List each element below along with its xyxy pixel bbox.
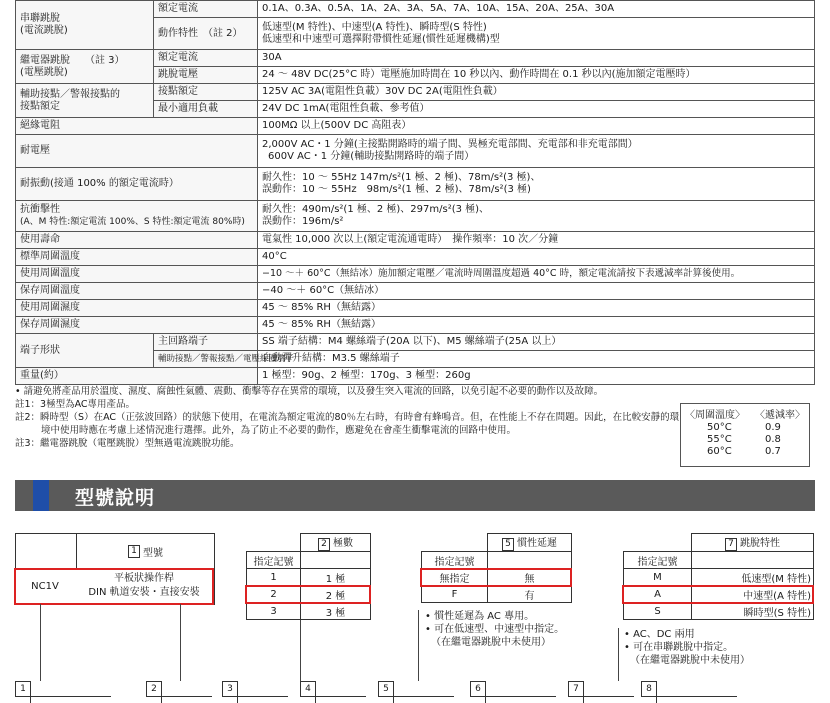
trip-code: A: [624, 586, 692, 603]
spec-value: [258, 201, 815, 232]
section-title: 型號說明: [75, 487, 156, 509]
spec-label: 保存周圍溫度: [16, 283, 258, 300]
poles-code: 3: [247, 603, 301, 620]
spec-sublabel: 最小適用負載: [154, 101, 258, 118]
spec-label: 耐振動(接通 100% 的額定電流時）: [16, 168, 258, 201]
spec-value: 30A: [258, 50, 815, 67]
section-banner: [15, 480, 815, 511]
delay-value: 有: [488, 586, 572, 603]
delay-note: • 可在低速型、中速型中指定。: [425, 624, 565, 635]
bottom-bracket: [315, 696, 366, 703]
spec-label: 繼電器跳脫 （註 3） (電壓跳脫): [16, 50, 154, 84]
spec-line: 誤動作：196m/s²: [262, 216, 344, 227]
spec-value: [258, 135, 815, 168]
bottom-bracket: [393, 696, 454, 703]
spec-value: [258, 168, 815, 201]
spec-value: 自動彈升結構：M3.5 螺絲端子: [258, 351, 815, 368]
trip-value: 低速型(M 特性): [692, 569, 814, 586]
poles-code: 2: [247, 586, 301, 603]
spec-label: 保存周圍濕度: [16, 317, 258, 334]
spec-label: 使用壽命: [16, 232, 258, 249]
poles-value: 2 極: [301, 586, 371, 603]
delay-label: 慣性延遲: [517, 538, 557, 549]
note-3: 註3：繼電器跳脫（電壓跳脫）型無過電流跳脫功能。: [15, 438, 240, 449]
spec-label: 輔助接點／警報接點的 接點額定: [16, 84, 154, 118]
poles-value: 3 極: [301, 603, 371, 620]
trip-code: S: [624, 603, 692, 620]
spec-sublabel: 動作特性 （註 2）: [154, 18, 258, 50]
model-code: NC1V: [31, 580, 59, 592]
trip-note: （在繼電器跳脫中未使用）: [630, 655, 750, 666]
connector-line: [418, 610, 419, 681]
spec-line: 2,000V AC・1 分鐘(主接點開路時的端子間、異極充電部間、充電部和非充電部間）: [262, 139, 638, 150]
delay-notes: [425, 610, 564, 649]
connector-line: [180, 604, 181, 681]
derate-temp: 50°C: [707, 422, 732, 433]
delay-value: 無: [488, 569, 572, 586]
derate-rate: 0.7: [765, 446, 781, 457]
spec-label: 標準周圍溫度: [16, 249, 258, 266]
connector-line: [618, 628, 619, 681]
spec-value: [258, 18, 815, 50]
derate-rate: 0.9: [765, 422, 781, 433]
spec-value: 24 ～ 48V DC(25°C 時）電壓施加時間在 10 秒以內、動作時間在 0.1 秒以內(施加額定電壓時）: [258, 67, 815, 84]
highlight-delay: [420, 568, 572, 587]
spec-line: 低速型和中速型可選擇附帶慣性延遲(慣性延遲機構)型: [262, 33, 500, 45]
note-bullet: • 請避免將產品用於溫度、濕度、腐蝕性氣體、震動、衝擊等存在異常的環境，以及發生突入電流的回路，以免引起不必要的動作以及故障。: [15, 386, 604, 397]
derate-rate: 0.8: [765, 434, 781, 445]
highlight-model: [14, 568, 214, 605]
spec-label: 耐電壓: [16, 135, 258, 168]
bottom-bracket: [237, 696, 288, 703]
highlight-poles: [245, 585, 371, 604]
bottom-number: 3: [222, 681, 238, 697]
bottom-number: 7: [568, 681, 584, 697]
spec-label: 重量(約）: [16, 368, 258, 385]
spec-value: 1 極型：90g、2 極型：170g、3 極型：260g: [258, 368, 815, 385]
spec-value: 45 ～ 85% RH（無結露）: [258, 300, 815, 317]
spec-line: 低速型(M 特性)、中速型(A 特性)、瞬時型(S 特性): [262, 21, 487, 33]
spec-sublabel: 額定電流: [154, 1, 258, 18]
spec-value: 40°C: [258, 249, 815, 266]
note-1: 註1：3極型為AC專用產品。: [15, 399, 136, 410]
poles-number: 2: [318, 538, 330, 551]
derate-temp: 55°C: [707, 434, 732, 445]
model-header: [76, 534, 214, 569]
poles-label: 極數: [333, 538, 353, 549]
trip-value: 瞬時型(S 特性): [692, 603, 814, 620]
bottom-bracket: [161, 696, 212, 703]
spec-value: SS 端子結構：M4 螺絲端子(20A 以下)、M5 螺絲端子(25A 以上）: [258, 334, 815, 351]
section-marker: [33, 480, 49, 511]
bottom-bracket: [30, 696, 111, 703]
trip-notes: [624, 628, 750, 667]
spec-value: 100MΩ 以上(500V DC 高阻表）: [258, 118, 815, 135]
trip-note: • 可在串聯跳脫中指定。: [624, 642, 734, 653]
spec-sublabel: 輔助接點／警報接點／電壓線圈端子: [154, 351, 258, 368]
bottom-bracket: [656, 696, 737, 703]
model-label: 型號: [143, 547, 163, 559]
bottom-number: 2: [146, 681, 162, 697]
delay-code: F: [422, 586, 488, 603]
spec-line: 抗衝擊性: [20, 204, 60, 215]
bottom-number: 6: [470, 681, 486, 697]
model-number: 1: [128, 545, 140, 558]
spec-line: 耐久性：10 ～ 55Hz 147m/s²(1 極、2 極)、78m/s²(3 極)、: [262, 172, 541, 183]
delay-note: （在繼電器跳脫中未使用）: [431, 637, 551, 648]
spec-value: −40 ～＋ 60°C（無結冰）: [258, 283, 815, 300]
connector-line: [300, 620, 301, 681]
bottom-bracket: [485, 696, 556, 703]
trip-box: [623, 533, 814, 620]
spec-label: 使用周圍濕度: [16, 300, 258, 317]
note-2: 註2：瞬時型（S）在AC（正弦波回路）的狀態下使用，在電流為額定電流的80％左右時，有時會有蜂鳴音。但，在性能上不存在問題。因此，在比較安靜的環境中使用時應在考慮上述情況進行選擇。此外，為了防止不必要的動作，應避免在會產生衝擊電流的回路中使用。: [15, 412, 680, 436]
connector-line: [40, 604, 41, 681]
spec-sublabel: 主回路端子: [154, 334, 258, 351]
spec-sublabel: 跳脫電壓: [154, 67, 258, 84]
spec-line: 耐久性：490m/s²(1 極、2 極)、297m/s²(3 極)、: [262, 204, 490, 215]
spec-sublabel: 接點額定: [154, 84, 258, 101]
poles-head: 指定記號: [247, 552, 301, 569]
spec-label: [16, 201, 258, 232]
spec-value: 125V AC 3A(電阻性負載）30V DC 2A(電阻性負載）: [258, 84, 815, 101]
spec-line: 600V AC・1 分鐘(輔助接點開路時的端子間）: [268, 151, 475, 162]
spec-value: 24V DC 1mA(電阻性負載、參考值）: [258, 101, 815, 118]
spec-sublabel: 額定電流: [154, 50, 258, 67]
bottom-number: 1: [15, 681, 31, 697]
derate-temp: 60°C: [707, 446, 732, 457]
derate-header-rate: 〈遞減率〉: [755, 410, 805, 421]
trip-value: 中速型(A 特性): [692, 586, 814, 603]
delay-code: 無指定: [422, 569, 488, 586]
trip-number: 7: [725, 538, 737, 551]
spec-value: 45 ～ 85% RH（無結露）: [258, 317, 815, 334]
spec-label: 絕緣電阻: [16, 118, 258, 135]
spec-label: 使用周圍溫度: [16, 266, 258, 283]
trip-code: M: [624, 569, 692, 586]
spec-value: −10 ～＋ 60°C（無結冰）施加額定電壓／電流時周圍溫度超過 40°C 時，額定電流請按下表遞減率計算後使用。: [258, 266, 815, 283]
bottom-bracket: [583, 696, 634, 703]
trip-head: 指定記號: [624, 552, 692, 569]
trip-label: 跳脫特性: [740, 538, 780, 549]
model-desc: DIN 軌道安裝・直接安裝: [88, 587, 200, 598]
poles-code: 1: [247, 569, 301, 586]
poles-value: 1 極: [301, 569, 371, 586]
model-desc: 平板狀操作桿: [114, 573, 174, 584]
bottom-number: 5: [378, 681, 394, 697]
highlight-trip: [622, 585, 814, 604]
bottom-number: 4: [300, 681, 316, 697]
derate-header-temp: 〈周圍溫度〉: [685, 410, 745, 421]
derating-table: [680, 403, 810, 467]
poles-box: [246, 533, 371, 620]
spec-value: 0.1A、0.3A、0.5A、1A、2A、3A、5A、7A、10A、15A、20A、25A、30A: [258, 1, 815, 18]
spec-value: 電氣性 10,000 次以上(額定電流通電時） 操作頻率：10 次／分鐘: [258, 232, 815, 249]
spec-label: 串聯跳脫 (電流跳脫): [16, 1, 154, 50]
spec-table: [15, 0, 815, 385]
spec-line: (A、M 特性:額定電流 100%、S 特性:額定電流 80%時): [20, 217, 245, 227]
spec-label: 端子形狀: [16, 334, 154, 368]
delay-note: • 慣性延遲為 AC 專用。: [425, 611, 535, 622]
bottom-number: 8: [641, 681, 657, 697]
delay-head: 指定記號: [422, 552, 488, 569]
spec-line: 誤動作：10 ～ 55Hz 98m/s²(1 極、2 極)、78m/s²(3 極): [262, 184, 531, 195]
delay-number: 5: [502, 538, 514, 551]
trip-note: • AC、DC 兩用: [624, 629, 695, 640]
